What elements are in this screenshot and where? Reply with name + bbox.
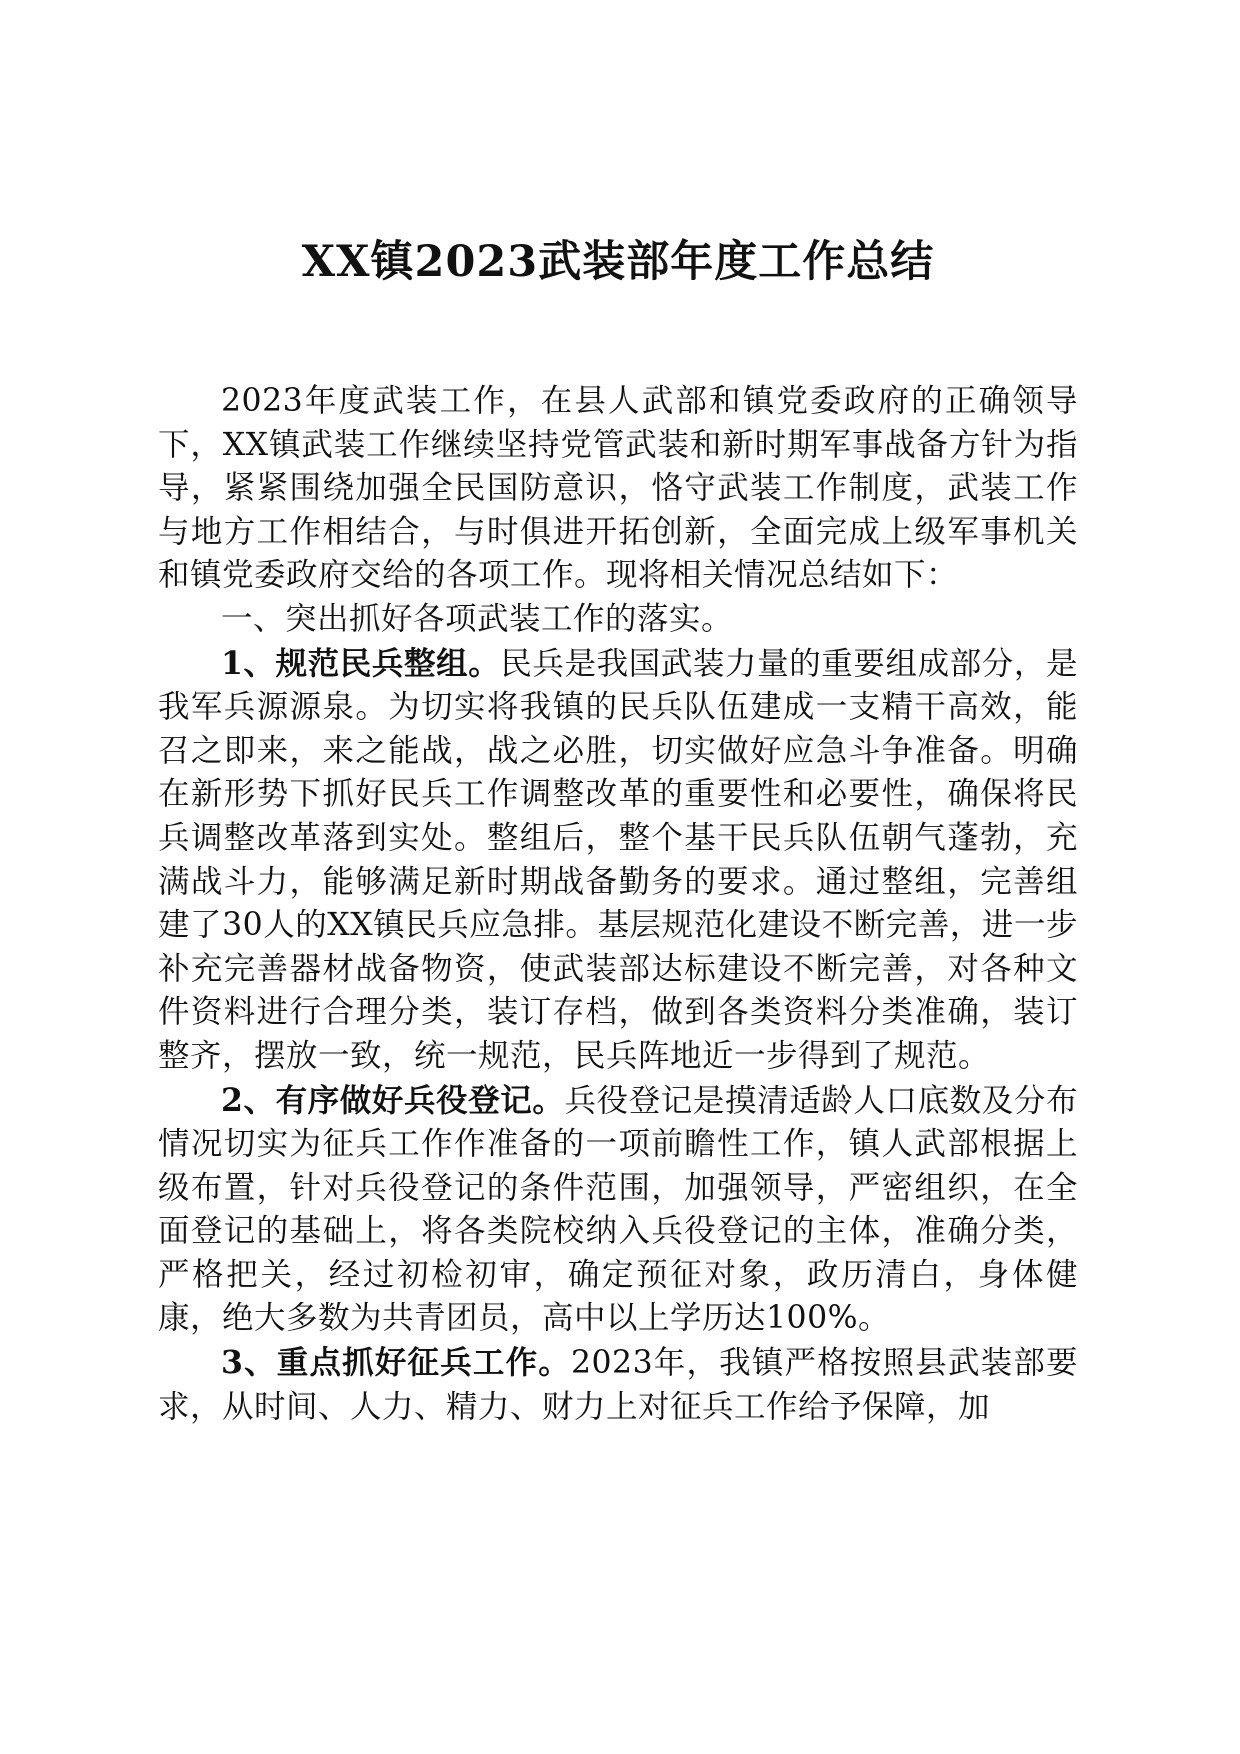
item-paragraph-3 <box>158 1341 1078 1429</box>
item-lead-1: 1、规范民兵整组。 <box>221 644 501 682</box>
intro-paragraph: 2023年度武装工作，在县人武部和镇党委政府的正确领导下，XX镇武装工作继续坚持党管武装和新时期军事战备方针为指导，紧紧围绕加强全民国防意识，恪守武装工作制度，武装工作与地方工作相结合，与时俱进开拓创新，全面完成上级军事机关和镇党委政府交给的各项工作。现将相关情况总结如下： <box>158 383 1078 594</box>
item-paragraph-1 <box>158 642 1078 1079</box>
item-text-3: 2023年，我镇严格按照县武装部要求，从时间、人力、精力、财力上对征兵工作给予保障，加 <box>158 1345 1079 1425</box>
document-title: XX镇2023武装部年度工作总结 <box>301 237 935 287</box>
document-page <box>158 0 1078 1754</box>
item-lead-3: 3、重点抓好征兵工作。 <box>221 1344 571 1382</box>
item-lead-2: 2、有序做好兵役登记。 <box>221 1081 565 1119</box>
item-text-2: 兵役登记是摸清适龄人口底数及分布情况切实为征兵工作作准备的一项前瞻性工作，镇人武部根据上级布置，针对兵役登记的条件范围，加强领导，严密组织，在全面登记的基础上，将各类院校纳入兵役登记的主体，准确分类，严格把关，经过初检初审，确定预征对象，政历清白，身体健康，绝大多数为共青团员，高中以上学历达100%。 <box>158 1082 1078 1337</box>
item-text-1: 民兵是我国武装力量的重要组成部分，是我军兵源源泉。为切实将我镇的民兵队伍建成一支精干高效，能召之即来，来之能战，战之必胜，切实做好应急斗争准备。明确在新形势下抓好民兵工作调整改革的重要性和必要性，确保将民兵调整改革落到实处。整组后，整个基干民兵队伍朝气蓬勃，充满战斗力，能够满足新时期战备勤务的要求。通过整组，完善组建了30人的XX镇民兵应急排。基层规范化建设不断完善，进一步补充完善器材战备物资，使武装部达标建设不断完善，对各种文件资料进行合理分类，装订存档，做到各类资料分类准确，装订整齐，摆放一致，统一规范，民兵阵地近一步得到了规范。 <box>158 645 1078 1074</box>
item-paragraph-2 <box>158 1079 1078 1342</box>
document-body <box>158 380 1078 1429</box>
section-heading: 一、突出抓好各项武装工作的落实。 <box>221 600 734 637</box>
